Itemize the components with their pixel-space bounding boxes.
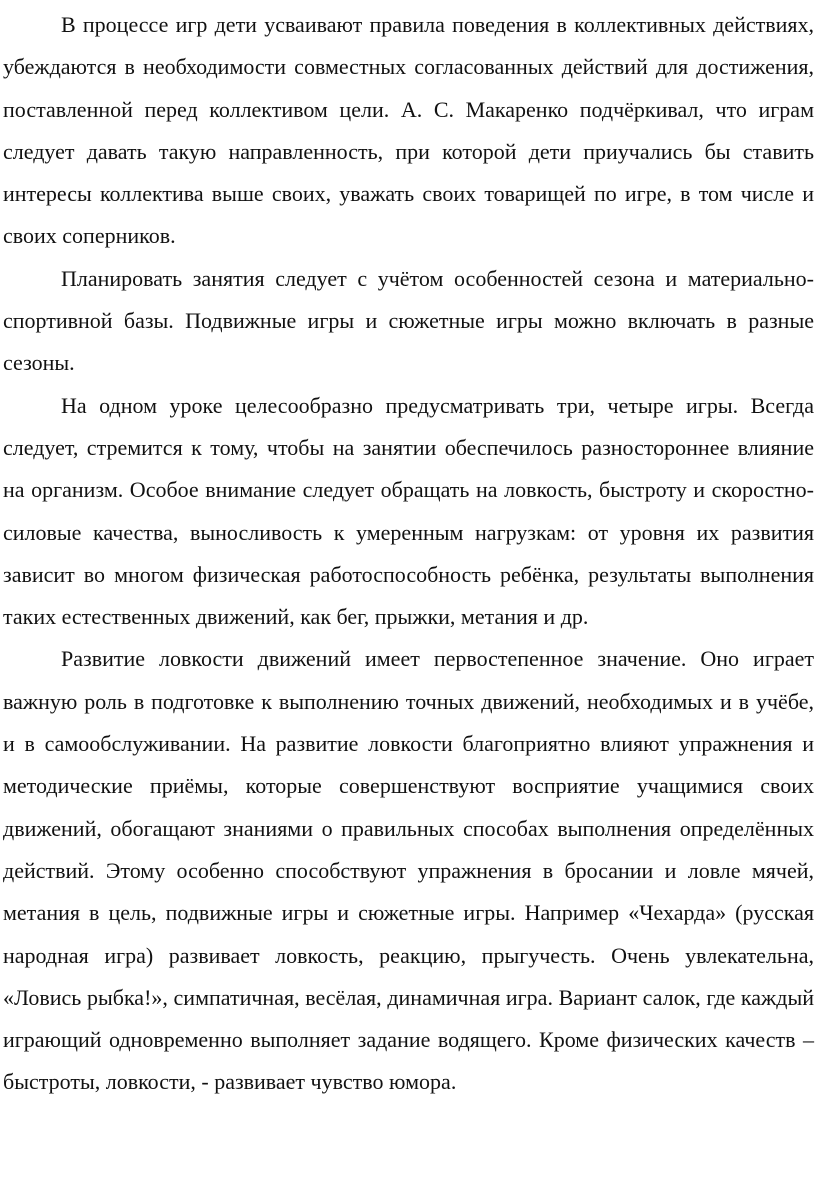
paragraph-3: На одном уроке целесообразно предусматривать три, четыре игры. Всегда следует, стремится к тому, чтобы на занятии обеспечилось разностороннее влияние на организм. Особое внимание следует обращать на ловкость, быстроту и скоростно-силовые качества, выносливость к умеренным нагрузкам: от уровня их развития зависит во многом физическая работоспособность ребёнка, результаты выполнения таких естественных движений, как бег, прыжки, метания и др. [3,392,814,630]
paragraph-4: Развитие ловкости движений имеет первостепенное значение. Оно играет важную роль в подготовке к выполнению точных движений, необходимых и в учёбе, и в самообслуживании. На развитие ловкости благоприятно влияют упражнения и методические приёмы, которые совершенствуют восприятие учащимися своих движений, обогащают знаниями о правильных способах выполнения определённых действий. Этому особенно способствуют упражнения в бросании и ловле мячей, метания в цель, подвижные игры и сюжетные игры. Например «Чехарда» (русская народная игра) развивает ловкость, реакцию, прыгучесть. Очень увлекательна, «Ловись рыбка!», симпатичная, весёлая, динамичная игра. Вариант салок, где каждый играющий одновременно выполняет задание водящего. Кроме физических качеств – быстроты, ловкости, - развивает чувство юмора. [3,646,814,1095]
paragraph-2: Планировать занятия следует с учётом особенностей сезона и материально-спортивной базы. Подвижные игры и сюжетные игры можно включать в разные сезоны. [3,265,814,376]
paragraph-1: В процессе игр дети усваивают правила поведения в коллективных действиях, убеждаются в необходимости совместных согласованных действий для достижения, поставленной перед коллективом цели. А. С. Макаренко подчёркивал, что играм следует давать такую направленность, при которой дети приучались бы ставить интересы коллектива выше своих, уважать своих товарищей по игре, в том числе и своих соперников. [3,12,814,249]
